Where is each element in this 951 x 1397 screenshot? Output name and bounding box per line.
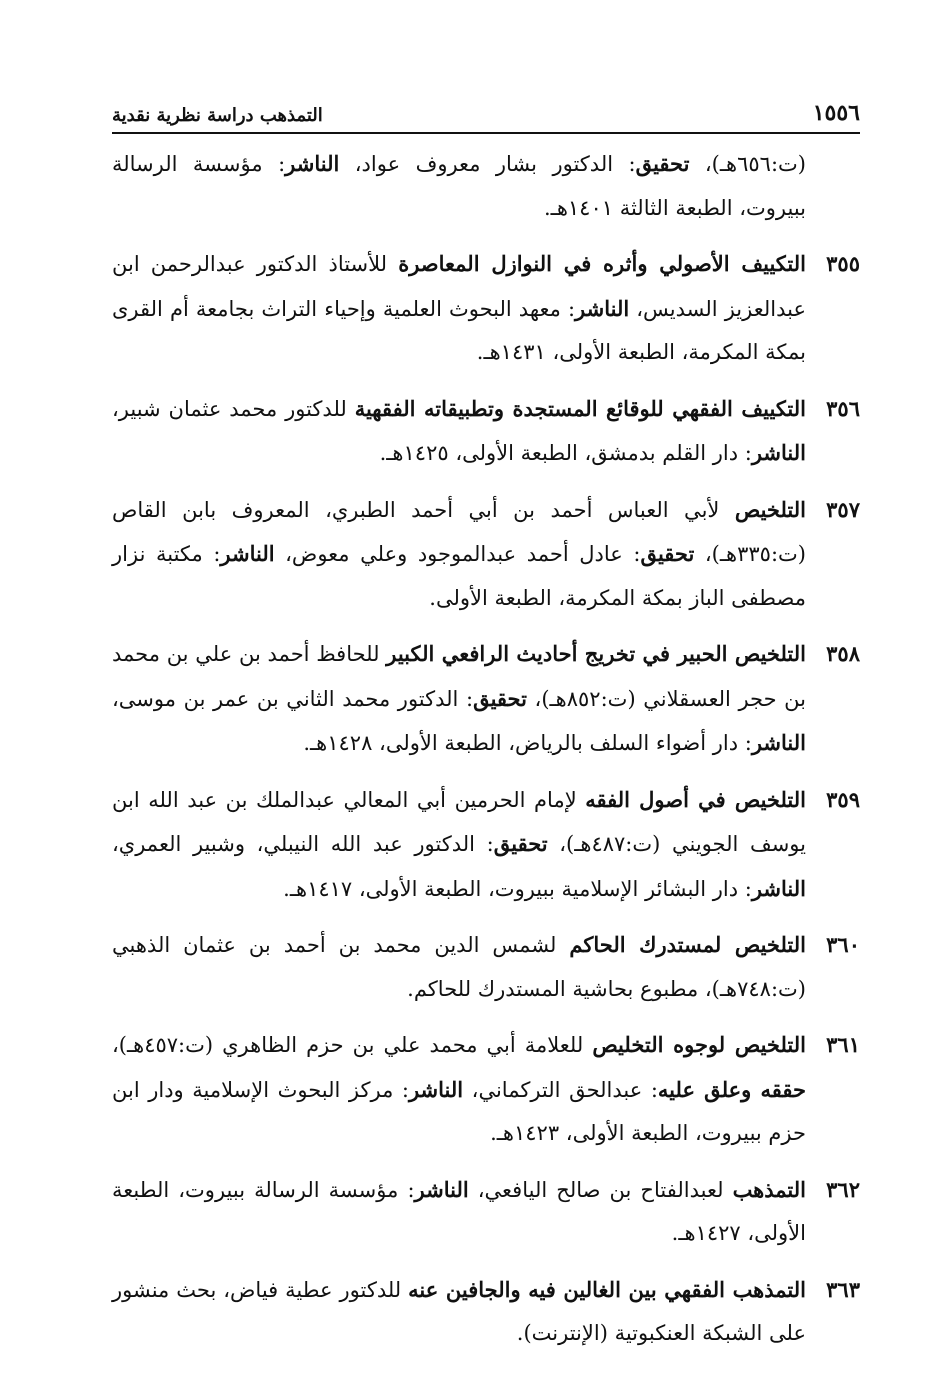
bibliography-entry	[112, 778, 860, 912]
text-segment: : الدكتور بشار معروف عواد،	[339, 152, 636, 176]
bold-segment: التلخيص لوجوه التخليص	[592, 1032, 806, 1057]
entries-container	[112, 242, 860, 1356]
text-segment: لشمس الدين محمد بن أحمد بن عثمان الذهبي (ت:٧٤٨هـ)، مطبوع بحاشية المستدرك للحاكم.	[112, 933, 806, 1001]
entry-number: ٣٥٨	[826, 641, 860, 666]
bold-segment: التلخيص الحبير في تخريج أحاديث الرافعي الكبير	[386, 641, 806, 666]
bold-segment: التمذهب الفقهي بين الغالين فيه والجافين عنه	[408, 1276, 806, 1302]
bold-segment: تحقيق	[493, 831, 548, 856]
entry-number: ٣٦٢	[826, 1176, 860, 1202]
text-segment: لعبدالفتاح بن صالح اليافعي،	[468, 1177, 733, 1202]
page-header	[112, 92, 860, 134]
bold-segment: الناشر	[220, 541, 275, 566]
continued-entry	[112, 142, 806, 230]
entry-number: ٣٥٧	[826, 496, 860, 522]
entry-text	[112, 1268, 806, 1356]
bibliography-entry	[112, 488, 860, 621]
bibliography-entry	[112, 632, 860, 766]
text-segment: : مؤسسة الرسالة ببيروت، الطبعة الثالثة ١٤٠١هـ.	[112, 152, 806, 220]
bold-segment: الناشر	[285, 151, 340, 176]
bold-segment: التلخيص لمستدرك الحاكم	[569, 932, 806, 957]
entry-text	[112, 387, 806, 476]
text-segment: : عبدالحق التركماني،	[463, 1077, 658, 1102]
text-segment: : معهد البحوث العلمية وإحياء التراث بجامعة أم القرى بمكة المكرمة، الطبعة الأولى، ١٤٣١هـ.	[112, 296, 806, 364]
bibliography-entry	[112, 1023, 860, 1156]
bibliography-entry	[112, 1168, 860, 1256]
bibliography-list	[112, 142, 860, 1368]
text-segment: : الدكتور عبد الله النيبلي، وشبير العمري،	[112, 832, 494, 856]
bold-segment: التلخيص	[734, 496, 806, 522]
text-segment: لإمام الحرمين أبي المعالي عبدالملك بن عبد الله ابن يوسف الجويني (ت:٤٨٧هـ)،	[112, 787, 806, 856]
entry-text	[112, 1023, 806, 1156]
bold-segment: الناشر	[408, 1076, 464, 1102]
bold-segment: الناشر	[751, 875, 806, 901]
bibliography-entry	[112, 923, 860, 1011]
text-segment: : دار القلم بدمشق، الطبعة الأولى، ١٤٢٥هـ.	[379, 441, 752, 465]
bold-segment: تحقيق	[473, 685, 527, 711]
text-segment: للدكتور محمد عثمان شبير،	[112, 396, 355, 421]
bibliography-entry	[112, 242, 860, 375]
bibliography-entry	[112, 1268, 860, 1356]
bibliography-entry	[112, 387, 860, 476]
entry-number: ٣٥٩	[826, 786, 860, 812]
entry-number: ٣٥٥	[826, 251, 860, 276]
text-segment: : مكتبة نزار مصطفى الباز بمكة المكرمة، الطبعة الأولى.	[112, 542, 806, 610]
running-title: التمذهب دراسة نظرية نقدية	[112, 105, 323, 126]
bold-segment: حققه وعلق عليه	[657, 1076, 807, 1102]
text-segment: : مؤسسة الرسالة ببيروت، الطبعة الأولى، ١٤٢٧هـ.	[112, 1177, 806, 1245]
bold-segment: الناشر	[751, 440, 806, 465]
text-segment: للحافظ أحمد بن علي بن محمد بن حجر العسقلاني (ت:٨٥٢هـ)،	[112, 642, 806, 711]
bold-segment: الناشر	[751, 730, 806, 755]
bold-segment: الناشر	[414, 1176, 469, 1202]
text-segment: : عادل أحمد عبدالموجود وعلي معوض،	[274, 542, 641, 566]
page-number: ١٥٥٦	[812, 100, 860, 126]
text-segment: للدكتور عطية فياض، بحث منشور على الشبكة العنكبوتية (الإنترنت).	[112, 1277, 806, 1345]
text-segment: : الدكتور محمد الثاني بن عمر بن موسى،	[112, 686, 474, 711]
text-segment: : مركز البحوث الإسلامية ودار ابن حزم ببيروت، الطبعة الأولى، ١٤٢٣هـ.	[112, 1077, 806, 1145]
entry-number: ٣٦٠	[826, 932, 860, 957]
entry-text	[112, 242, 806, 375]
text-segment: : دار البشائر الإسلامية ببيروت، الطبعة الأولى، ١٤١٧هـ.	[283, 876, 752, 901]
text-segment: : دار أضواء السلف بالرياض، الطبعة الأولى، ١٤٢٨هـ.	[303, 731, 752, 755]
entry-text	[112, 778, 806, 912]
text-segment: للأستاذ الدكتور عبدالرحمن ابن عبدالعزيز السديس،	[112, 252, 806, 321]
text-segment: (ت:٦٥٦هـ)،	[689, 152, 806, 176]
entry-text	[112, 632, 806, 766]
entry-number: ٣٦١	[826, 1032, 860, 1057]
bold-segment: التلخيص في أصول الفقه	[585, 786, 806, 812]
entry-text	[112, 488, 806, 621]
bold-segment: التكييف الأصولي وأثره في النوازل المعاصرة	[398, 251, 806, 276]
entry-text	[112, 1168, 806, 1256]
text-segment: للعلامة أبي محمد علي بن حزم الظاهري (ت:٤٥٧هـ)،	[112, 1033, 593, 1057]
bold-segment: تحقيق	[635, 151, 690, 176]
entry-text	[112, 923, 806, 1011]
bold-segment: تحقيق	[640, 541, 695, 566]
bold-segment: التكييف الفقهي للوقائع المستجدة وتطبيقاته الفقهية	[354, 395, 806, 421]
bold-segment: الناشر	[575, 295, 630, 321]
entry-number: ٣٦٣	[826, 1276, 860, 1302]
entry-number: ٣٥٦	[826, 395, 860, 421]
bold-segment: التمذهب	[732, 1176, 806, 1202]
text-segment: لأبي العباس أحمد بن أبي أحمد الطبري، المعروف بابن القاص (ت:٣٣٥هـ)،	[112, 497, 806, 566]
